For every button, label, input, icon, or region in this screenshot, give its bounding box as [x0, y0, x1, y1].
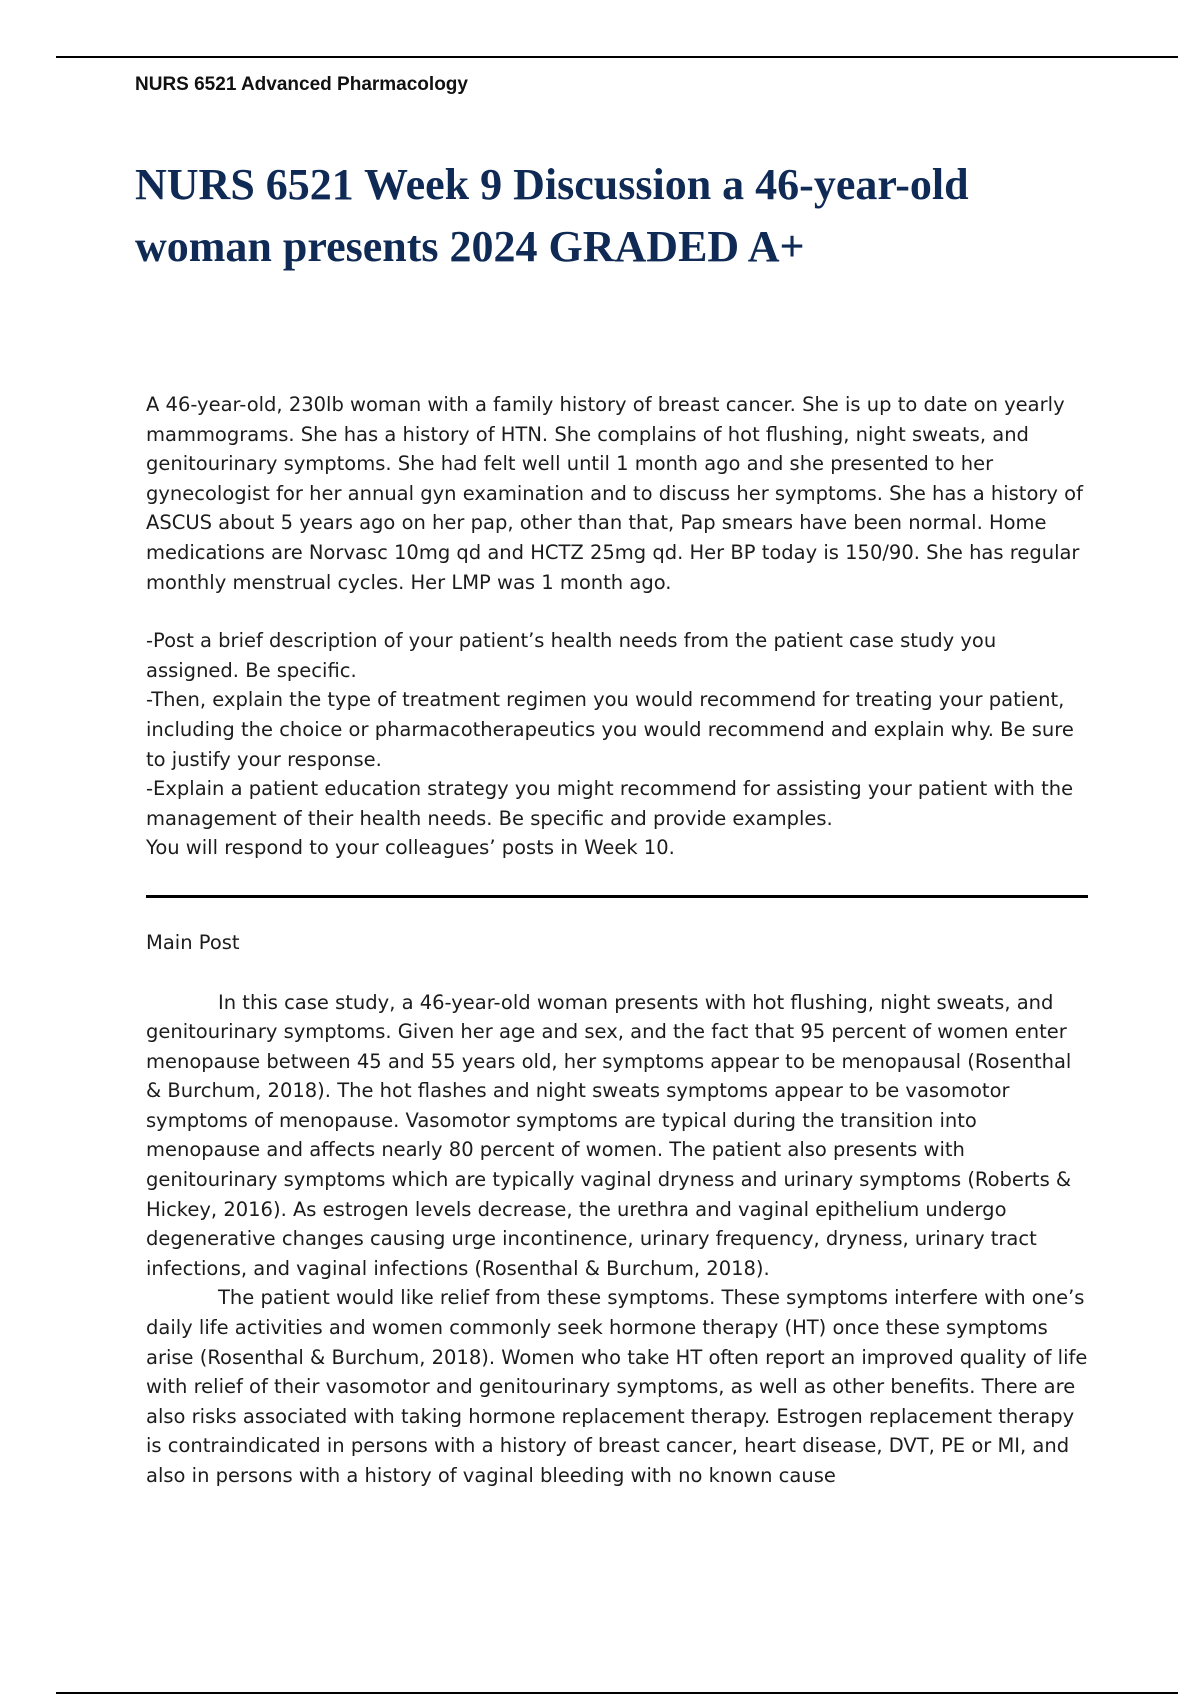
prompt-item: -Explain a patient education strategy you might recommend for assisting your patient with the management of their health needs. Be specific and provide examples.	[146, 777, 1074, 830]
running-header: NURS 6521 Advanced Pharmacology	[135, 74, 468, 95]
prompt-note: You will respond to your colleagues’ posts in Week 10.	[146, 836, 675, 860]
discussion-prompts	[146, 626, 1092, 863]
main-post-paragraph: In this case study, a 46-year-old woman presents with hot flushing, night sweats, and genitourinary symptoms. Given her age and sex, and the fact that 95 percent of women enter menopause between 45 and 55 years old, her symptoms appear to be menopausal (Rosenthal & Burchum, 2018). The hot flashes and night sweats symptoms appear to be vasomotor symptoms of menopause. Vasomotor symptoms are typical during the transition into menopause and affects nearly 80 percent of women. The patient also presents with genitourinary symptoms which are typically vaginal dryness and urinary symptoms (Roberts & Hickey, 2016). As estrogen levels decrease, the urethra and vaginal epithelium undergo degenerative changes causing urge incontinence, urinary frequency, dryness, urinary tract infections, and vaginal infections (Rosenthal & Burchum, 2018).	[146, 990, 1072, 1280]
section-divider	[146, 895, 1088, 898]
bottom-rule	[56, 1692, 1178, 1694]
main-post-paragraph: The patient would like relief from these symptoms. These symptoms interfere with one’s daily life activities and women commonly seek hormone therapy (HT) once these symptoms arise (Rosenthal & Burchum, 2018). Women who take HT often report an improved quality of life with relief of their vasomotor and genitourinary symptoms, as well as other benefits. There are also risks associated with taking hormone replacement therapy. Estrogen replacement therapy is contraindicated in persons with a history of breast cancer, heart disease, DVT, PE or MI, and also in persons with a history of vaginal bleeding with no known cause	[146, 1286, 1088, 1487]
case-study-paragraph: A 46-year-old, 230lb woman with a family history of breast cancer. She is up to date on yearly mammograms. She has a history of HTN. She complains of hot flushing, night sweats, and genitourinary symptoms. She had felt well until 1 month ago and she presented to her gynecologist for her annual gyn examination and to discuss her symptoms. She has a history of ASCUS about 5 years ago on her pap, other than that, Pap smears have been normal. Home medications are Norvasc 10mg qd and HCTZ 25mg qd. Her BP today is 150/90. She has regular monthly menstrual cycles. Her LMP was 1 month ago.	[146, 393, 1083, 594]
document-title: NURS 6521 Week 9 Discussion a 46-year-old woman presents 2024 GRADED A+	[135, 160, 969, 271]
prompt-item: -Then, explain the type of treatment regimen you would recommend for treating your patient, including the choice or pharmacotherapeutics you would recommend and explain why. Be sure to justify your response.	[146, 688, 1074, 771]
main-post-heading: Main Post	[146, 930, 240, 954]
prompt-item: -Post a brief description of your patient’s health needs from the patient case study you assigned. Be specific.	[146, 629, 997, 682]
document-body	[146, 390, 1092, 1491]
top-rule	[56, 56, 1178, 58]
